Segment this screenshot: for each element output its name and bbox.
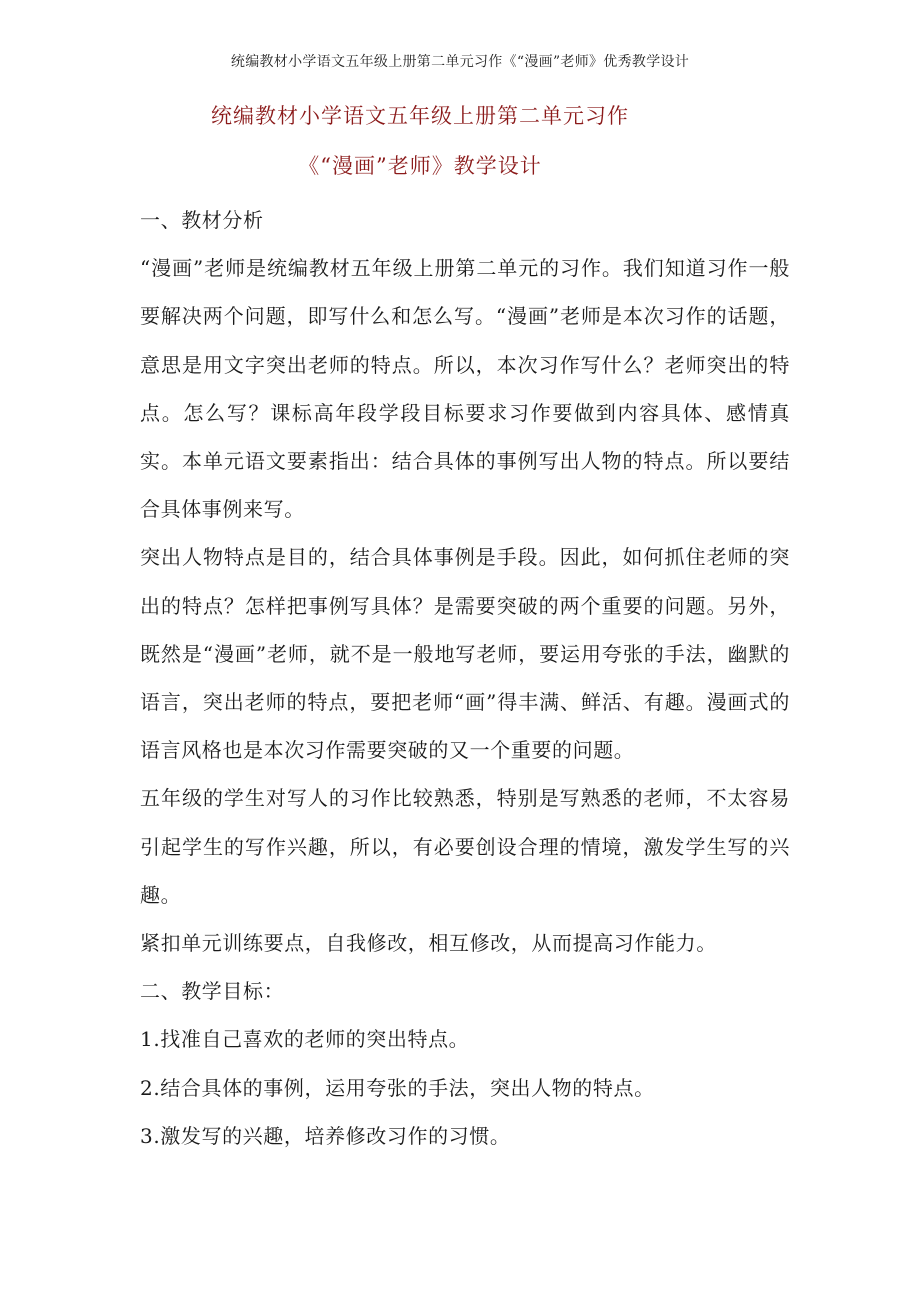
paragraph: 五年级的学生对写人的习作比较熟悉，特别是写熟悉的老师，不太容易引起学生的写作兴趣，所以，有必要创设合理的情境，激发学生写的兴趣。	[140, 786, 790, 907]
document-title-line-2: 《“漫画”老师》教学设计	[298, 154, 542, 178]
document-body	[140, 196, 790, 1160]
document-title-line-1: 统编教材小学语文五年级上册第二单元习作	[211, 104, 629, 128]
paragraph: 突出人物特点是目的，结合具体事例是手段。因此，如何抓住老师的突出的特点？怎样把事例写具体？是需要突破的两个重要的问题。另外，既然是“漫画”老师，就不是一般地写老师，要运用夸张的手法，幽默的语言，突出老师的特点，要把老师“画”得丰满、鲜活、有趣。漫画式的语言风格也是本次习作需要突破的又一个重要的问题。	[140, 545, 790, 763]
list-item: 3.激发写的兴趣，培养修改习作的习惯。	[140, 1123, 511, 1148]
list-item: 1.找准自己喜欢的老师的突出特点。	[140, 1027, 470, 1052]
paragraph: 紧扣单元训练要点，自我修改，相互修改，从而提高习作能力。	[140, 931, 717, 956]
section-heading-analysis: 一、教材分析	[140, 208, 264, 232]
running-header: 统编教材小学语文五年级上册第二单元习作《“漫画”老师》优秀教学设计	[230, 54, 690, 70]
paragraph: “漫画”老师是统编教材五年级上册第二单元的习作。我们知道习作一般要解决两个问题，即写什么和怎么写。“漫画”老师是本次习作的话题，意思是用文字突出老师的特点。所以，本次习作写什么？老师突出的特点。怎么写？课标高年段学段目标要求习作要做到内容具体、感情真实。本单元语文要素指出：结合具体的事例写出人物的特点。所以要结合具体事例来写。	[140, 256, 790, 522]
list-item: 2.结合具体的事例，运用夸张的手法，突出人物的特点。	[140, 1075, 655, 1100]
section-heading-objectives: 二、教学目标：	[140, 979, 285, 1004]
